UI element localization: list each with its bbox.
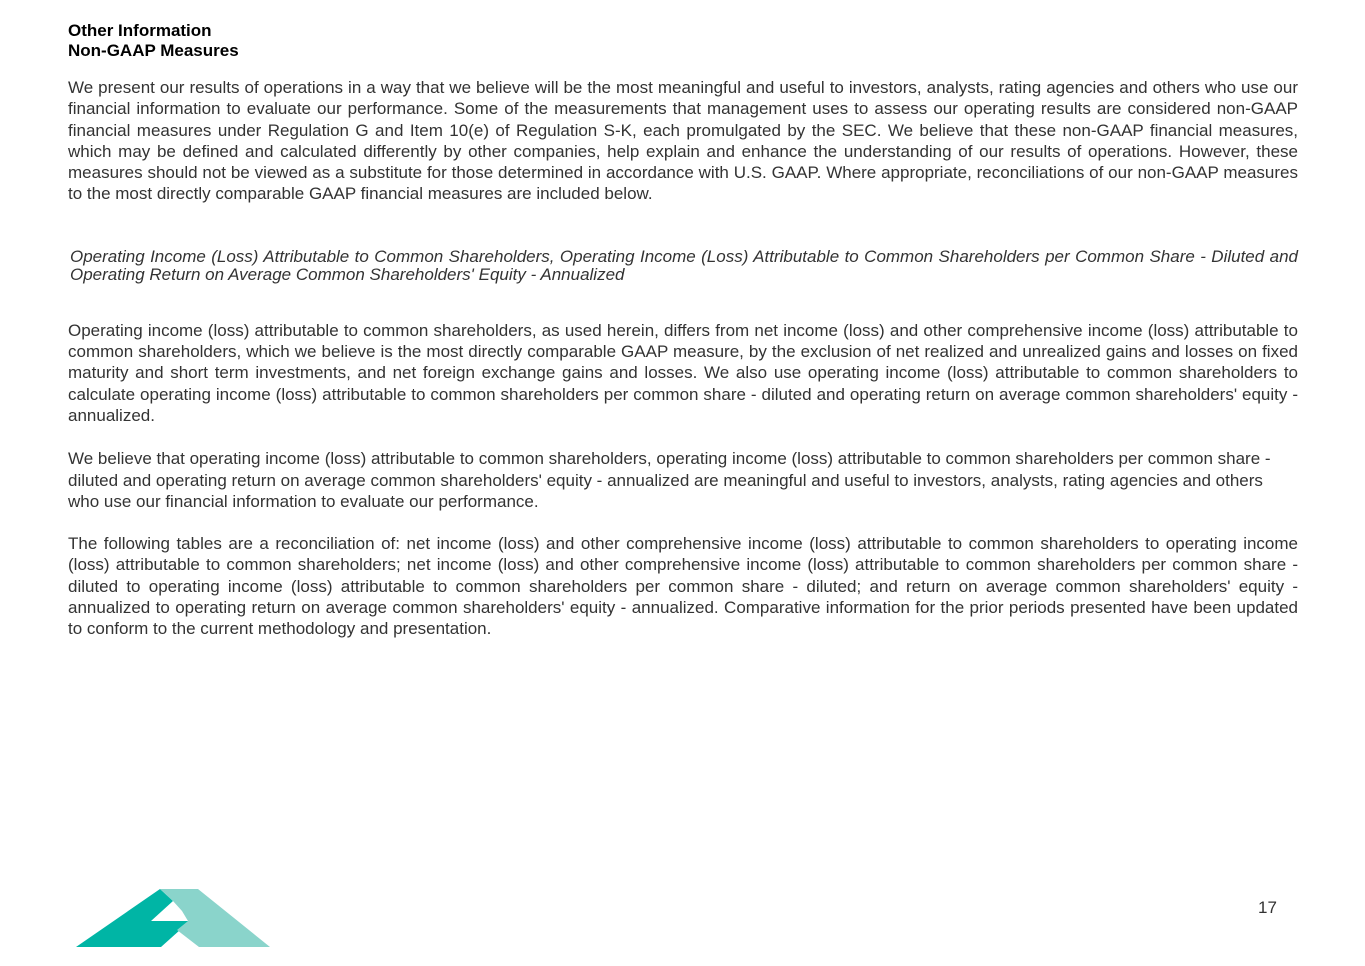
intro-paragraph: We present our results of operations in a way that we believe will be the most meaningful and useful to investors, analysts, rating agencies and others who use our financial information to evaluate our performance. Some of the measurements that management uses to assess our operating results are considered non-GAAP financial measures under Regulation G and Item 10(e) of Regulation S-K, each promulgated by the SEC. We believe that these non-GAAP financial measures, which may be defined and calculated differently by other companies, help explain and enhance the understanding of our results of operations. However, these measures should not be viewed as a substitute for those determined in accordance with U.S. GAAP. Where appropriate, reconciliations of our non-GAAP measures to the most directly comparable GAAP financial measures are included below. [68,78,1298,204]
italic-subheading: Operating Income (Loss) Attributable to Common Shareholders, Operating Income (Loss) Attributable to Common Shareholders per Common Share - Diluted and Operating Return on Average Common Shareholders' Equity - Annualized [70,246,1298,284]
section-subtitle: Non-GAAP Measures [68,41,239,60]
company-logo-icon [76,887,270,947]
reconciliation-paragraph: The following tables are a reconciliation of: net income (loss) and other comprehensive income (loss) attributable to common shareholders to operating income (loss) attributable to common shareholders; net income (loss) and other comprehensive income (loss) attributable to common shareholders per common share - diluted to operating income (loss) attributable to common shareholders per common share - diluted; and return on average common shareholders' equity - annualized to operating return on average common shareholders' equity - annualized. Comparative information for the prior periods presented have been updated to conform to the current methodology and presentation. [68,534,1298,639]
page-number: 17 [1258,898,1277,917]
document-page [68,21,1298,640]
belief-paragraph: We believe that operating income (loss) attributable to common shareholders, operating income (loss) attributable to common shareholders per common share - diluted and operating return on average common shareholders' equity - annualized are meaningful and useful to investors, analysts, rating agencies and others who use our financial information to evaluate our performance. [68,449,1271,511]
definition-paragraph: Operating income (loss) attributable to common shareholders, as used herein, differs from net income (loss) and other comprehensive income (loss) attributable to common shareholders, which we believe is the most directly comparable GAAP measure, by the exclusion of net realized and unrealized gains and losses on fixed maturity and short term investments, and net foreign exchange gains and losses. We also use operating income (loss) attributable to common shareholders to calculate operating income (loss) attributable to common shareholders per common share - diluted and operating return on average common shareholders' equity - annualized. [68,320,1298,425]
section-title: Other Information [68,21,212,40]
logo-light-shape [160,889,270,947]
